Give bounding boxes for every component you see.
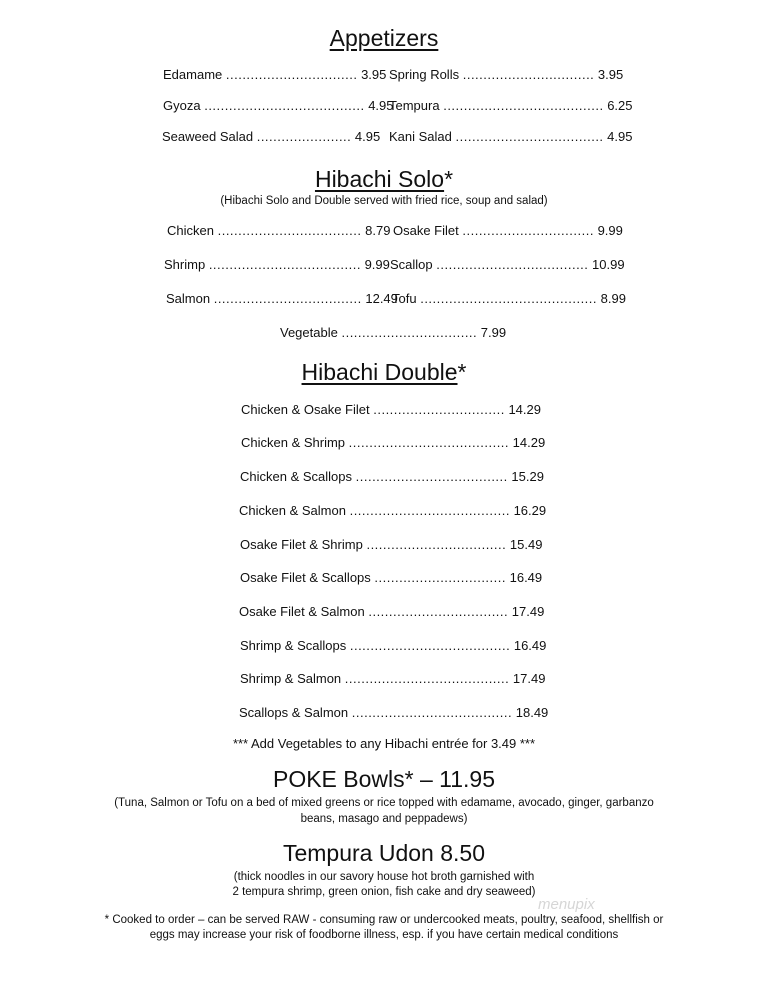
item-price: 17.49: [511, 604, 545, 619]
item-price: 16.29: [513, 503, 547, 518]
udon-desc-line1: (thick noodles in our savory house hot broth garnished with: [233, 871, 535, 883]
item-price: 14.29: [512, 435, 546, 450]
menu-item: [240, 570, 542, 585]
appetizers-title: Appetizers: [329, 25, 439, 51]
item-dots: ........................................: [344, 671, 510, 686]
item-dots: ................................: [373, 402, 505, 417]
item-name: Salmon: [166, 291, 211, 306]
item-dots: ................................: [374, 570, 506, 585]
menu-item: [163, 98, 394, 113]
item-price: 14.29: [508, 402, 541, 417]
hibachi-solo-heading: [0, 166, 768, 193]
item-dots: .......................................: [443, 98, 604, 113]
item-price: 12.49: [365, 291, 398, 306]
item-dots: .......................................: [349, 503, 510, 518]
item-dots: .......................................: [204, 98, 365, 113]
item-dots: ..................................: [368, 604, 509, 619]
menu-item: [393, 223, 623, 238]
menu-item: [392, 291, 626, 306]
item-dots: ................................: [225, 67, 358, 82]
item-name: Scallop: [390, 257, 433, 272]
item-name: Shrimp: [164, 257, 206, 272]
item-name: Gyoza: [163, 98, 201, 113]
vegetable-addon-note: *** Add Vegetables to any Hibachi entrée for 3.49 ***: [232, 736, 536, 751]
item-price: 4.95: [354, 129, 381, 144]
menu-item: [240, 638, 546, 653]
appetizers-heading: [0, 25, 768, 52]
item-price: 8.79: [365, 223, 391, 238]
item-name: Osake Filet: [393, 223, 459, 238]
item-name: Vegetable: [280, 325, 338, 340]
menu-item: [163, 67, 386, 82]
menu-item: [241, 435, 545, 450]
footer-line2: eggs may increase your risk of foodborne illness, esp. if you have certain medical conditions: [149, 929, 619, 941]
item-price: 4.95: [368, 98, 394, 113]
hibachi-solo-star: *: [444, 166, 454, 192]
item-price: 7.99: [480, 325, 507, 340]
item-price: 6.25: [607, 98, 633, 113]
item-dots: .....................................: [355, 469, 508, 484]
item-dots: .......................: [256, 129, 352, 144]
item-name: Scallops & Salmon: [239, 705, 349, 720]
item-price: 4.95: [607, 129, 633, 144]
menu-item: [389, 98, 633, 113]
item-name: Spring Rolls: [389, 67, 460, 82]
item-dots: ................................: [462, 223, 594, 238]
item-dots: .....................................: [208, 257, 361, 272]
footer-line1: * Cooked to order – can be served RAW - consuming raw or undercooked meats, poultry, seafood, shellfish or: [104, 914, 664, 926]
hibachi-double-star: *: [457, 359, 467, 385]
item-name: Osake Filet & Shrimp: [240, 537, 363, 552]
item-price: 15.49: [509, 537, 543, 552]
item-name: Chicken & Salmon: [239, 503, 346, 518]
menu-item: [241, 402, 541, 417]
item-dots: .......................................: [351, 705, 513, 720]
item-price: 3.95: [361, 67, 387, 82]
menu-item: [240, 671, 545, 686]
item-price: 16.49: [509, 570, 543, 585]
item-name: Osake Filet & Salmon: [239, 604, 365, 619]
item-name: Chicken: [167, 223, 214, 238]
item-dots: .......................................: [349, 638, 511, 653]
item-name: Osake Filet & Scallops: [240, 570, 371, 585]
menu-item: [389, 129, 632, 144]
hibachi-solo-note: (Hibachi Solo and Double served with fried rice, soup and salad): [220, 195, 548, 207]
menupix-watermark: menupix: [538, 896, 595, 913]
item-dots: ...................................: [217, 223, 362, 238]
item-dots: ................................: [462, 67, 595, 82]
menu-item: [389, 67, 623, 82]
item-name: Tofu: [392, 291, 417, 306]
item-price: 8.99: [600, 291, 626, 306]
menu-item: [239, 503, 546, 518]
poke-desc-line2: beans, masago and peppadews): [300, 813, 468, 825]
item-price: 15.29: [511, 469, 544, 484]
item-price: 17.49: [512, 671, 546, 686]
item-name: Chicken & Shrimp: [241, 435, 346, 450]
tempura-udon-title: Tempura Udon 8.50: [282, 840, 485, 866]
item-name: Edamame: [163, 67, 223, 82]
menu-item: [162, 129, 380, 144]
hibachi-double-heading: [0, 359, 768, 386]
menu-item: [239, 604, 544, 619]
item-name: Tempura: [389, 98, 440, 113]
item-name: Chicken & Scallops: [240, 469, 352, 484]
item-dots: ....................................: [455, 129, 604, 144]
item-price: 9.99: [364, 257, 390, 272]
hibachi-solo-title: Hibachi Solo: [314, 166, 445, 192]
item-name: Chicken & Osake Filet: [241, 402, 370, 417]
menu-item: [239, 705, 548, 720]
hibachi-double-title: Hibachi Double: [301, 359, 458, 385]
item-dots: .......................................: [348, 435, 510, 450]
menu-item: [240, 537, 542, 552]
item-price: 18.49: [515, 705, 549, 720]
poke-bowls-title: POKE Bowls* – 11.95: [272, 766, 496, 792]
poke-desc-line1: (Tuna, Salmon or Tofu on a bed of mixed greens or rice topped with edamame, avocado, ginger, garbanzo: [114, 797, 654, 809]
menu-item: [390, 257, 625, 272]
item-dots: ...........................................: [420, 291, 598, 306]
item-name: Shrimp & Scallops: [240, 638, 347, 653]
item-price: 3.95: [597, 67, 624, 82]
item-name: Shrimp & Salmon: [240, 671, 342, 686]
item-dots: .....................................: [436, 257, 589, 272]
udon-desc-line2: 2 tempura shrimp, green onion, fish cake and dry seaweed): [232, 886, 536, 898]
menu-item: [166, 291, 398, 306]
item-dots: .................................: [341, 325, 478, 340]
item-price: 10.99: [592, 257, 625, 272]
item-name: Seaweed Salad: [162, 129, 254, 144]
item-price: 16.49: [513, 638, 547, 653]
menu-item: [240, 469, 544, 484]
menu-item: [167, 223, 390, 238]
item-dots: ....................................: [213, 291, 362, 306]
menu-item: [280, 325, 506, 340]
item-name: Kani Salad: [389, 129, 452, 144]
item-dots: ..................................: [366, 537, 507, 552]
item-price: 9.99: [597, 223, 623, 238]
menu-item: [164, 257, 390, 272]
